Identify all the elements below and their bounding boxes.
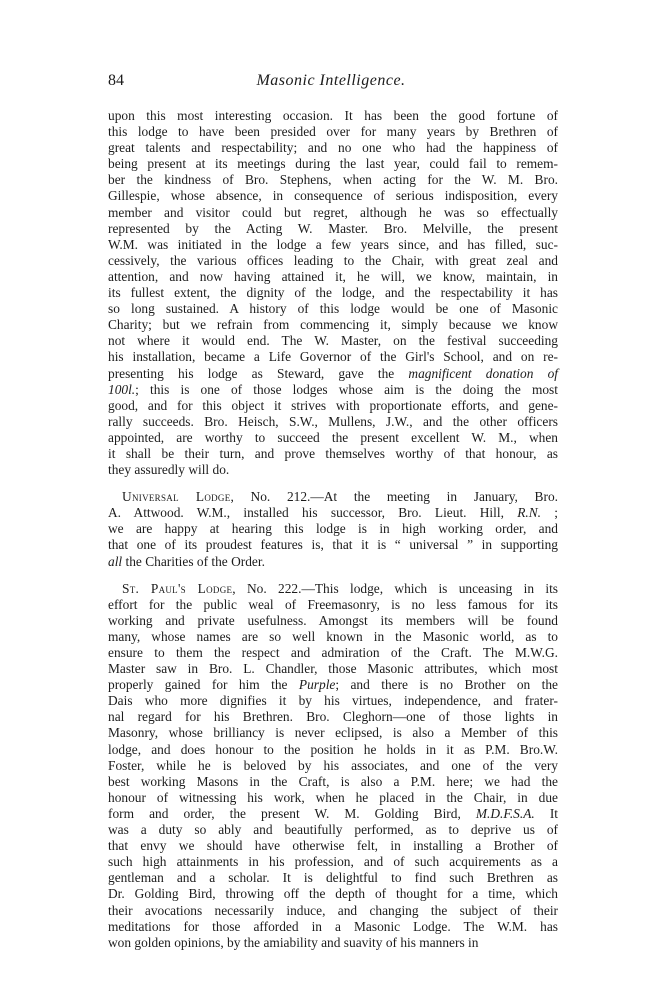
text-line <box>108 661 558 677</box>
text-line <box>108 414 558 430</box>
text-line <box>108 462 558 478</box>
text-line <box>108 382 558 398</box>
text-line <box>108 870 558 886</box>
text-run: won golden opinions, by the amiability and suavity of his manners in <box>108 934 479 950</box>
text-line <box>108 349 558 365</box>
text-line <box>108 822 558 838</box>
text-run: meditations for those afforded in a Masonic Lodge. The W.M. has <box>108 918 558 934</box>
text-run: It <box>534 805 558 821</box>
text-run: form and order, the present W. M. Golding Bird, <box>108 805 476 821</box>
text-run: Charity; but we refrain from commencing it, simply because we know <box>108 317 558 333</box>
text-run: their avocations necessarily induce, and changing the subject of their <box>108 902 558 918</box>
text-line <box>108 677 558 693</box>
text-line <box>108 886 558 902</box>
text-line <box>108 269 558 285</box>
text-run: we are happy at hearing this lodge is in high working order, and <box>108 521 558 537</box>
text-run: ber the kindness of Bro. Stephens, when acting for the W. M. Bro. <box>108 172 558 188</box>
text-line <box>108 758 558 774</box>
text-line <box>108 521 558 537</box>
text-run: good, and for this object it strives with proportionate efforts, and gene- <box>108 397 558 413</box>
text-run: lodge, and does honour to the position he holds in it as P.M. Bro.W. <box>108 741 558 757</box>
text-line <box>108 693 558 709</box>
text-run: upon this most interesting occasion. It has been the good fortune of <box>108 108 558 123</box>
text-run: , No. 212.—At the meeting in January, Bro. <box>230 489 558 505</box>
text-line <box>108 172 558 188</box>
text-run: M.D.F.S.A. <box>475 805 535 821</box>
text-line <box>108 774 558 790</box>
text-line <box>108 430 558 446</box>
text-line <box>108 505 558 521</box>
text-run: Foster, while he is beloved by his associates, and one of the very <box>108 757 558 773</box>
text-run: that envy we should have otherwise felt, in installing a Brother of <box>108 838 558 854</box>
text-run: effort for the public weal of Freemasonry, is no less famous for its <box>108 596 558 612</box>
text-run: Dais who more dignifies it by his virtues, independence, and frater- <box>108 693 558 709</box>
text-line <box>108 124 558 140</box>
text-run: it shall be their turn, and prove themselves worthy of that honour, as <box>108 445 558 461</box>
lodge-name: St. Paul's Lodge <box>122 580 233 596</box>
text-run: presenting his lodge as Steward, gave the <box>108 365 409 381</box>
text-run: honour of witnessing his work, when he placed in the Chair, in due <box>108 789 558 805</box>
text-line <box>108 156 558 172</box>
text-run: Master saw in Bro. L. Chandler, those Masonic attributes, which most <box>108 661 558 677</box>
text-line <box>108 366 558 382</box>
text-run: the Charities of the Order. <box>122 553 265 569</box>
text-line <box>108 446 558 462</box>
text-run: attention, and now having attained it, he will, we know, maintain, in <box>108 268 558 284</box>
text-run: all <box>108 553 123 569</box>
text-run: nal regard for his Brethren. Bro. Cleghorn—one of those lights in <box>108 709 558 725</box>
text-run: many, whose names are so well known in the Masonic world, as to <box>108 628 558 644</box>
text-run: its fullest extent, the dignity of the lodge, and the respectability it has <box>108 285 558 301</box>
text-run: A. Attwood. W.M., installed his successor, Bro. Lieut. Hill, <box>108 505 518 521</box>
text-run: great talents and respectability; and no one who had the happiness of <box>108 140 558 156</box>
text-line <box>108 301 558 317</box>
text-line <box>108 806 558 822</box>
text-line <box>108 581 558 597</box>
text-run: working and private usefulness. Amongst its members will be found <box>108 612 558 628</box>
text-line <box>108 790 558 806</box>
text-line <box>108 854 558 870</box>
text-line <box>108 645 558 661</box>
text-run: Masonry, whose brilliancy is never eclipsed, is also a Member of this <box>108 725 558 741</box>
text-line <box>108 629 558 645</box>
text-run: rally succeeds. Bro. Heisch, S.W., Mullens, J.W., and the other officers <box>108 413 558 429</box>
text-line <box>108 188 558 204</box>
text-run: properly gained for him the <box>108 677 299 693</box>
running-title: Masonic Intelligence. <box>256 72 406 89</box>
page-number: 84 <box>108 72 124 89</box>
paragraph-p3 <box>108 581 558 951</box>
text-line <box>108 919 558 935</box>
text-line <box>108 108 558 124</box>
text-run: appointed, are worthy to succeed the present excellent W. M., when <box>108 429 558 445</box>
text-run: ensure to them the respect and admiration of the Craft. The M.W.G. <box>108 645 558 660</box>
text-run: Purple <box>298 677 336 693</box>
text-run: Gillespie, whose absence, in consequence of serious indisposition, every <box>108 188 558 204</box>
text-run: member and visitor could but regret, although he was so effectually <box>108 204 558 220</box>
text-run: this lodge to have been presided over for many years by Brethren of <box>108 124 558 140</box>
text-run: such high attainments in his profession, and of such acquirements as a <box>108 854 558 870</box>
text-run: his installation, became a Life Governor of the Girl's School, and on re- <box>108 349 558 365</box>
text-run: cessively, the various offices leading to the Chair, with great zeal and <box>108 252 558 268</box>
text-line <box>108 613 558 629</box>
text-line <box>108 333 558 349</box>
text-line <box>108 140 558 156</box>
text-run: ; <box>541 505 558 521</box>
text-run: W.M. was initiated in the lodge a few years since, and has filled, suc- <box>108 236 558 252</box>
text-run: best working Masons in the Craft, is also a P.M. here; we had the <box>108 773 558 789</box>
text-run: R.N. <box>517 505 542 521</box>
text-line <box>108 537 558 553</box>
text-run: ; this is one of those lodges whose aim is the doing the most <box>135 381 558 397</box>
text-run: not where it would end. The W. Master, on the festival succeeding <box>108 333 558 349</box>
text-line <box>108 398 558 414</box>
text-run: being present at its meetings during the last year, could fail to remem- <box>108 156 558 172</box>
body-text <box>108 108 558 951</box>
text-line <box>108 554 558 570</box>
text-line <box>108 709 558 725</box>
text-run: gentleman and a scholar. It is delightful to find such Brethren as <box>108 870 558 886</box>
text-line <box>108 935 558 951</box>
text-run: Dr. Golding Bird, throwing off the depth of thought for a time, which <box>108 886 558 902</box>
text-run: represented by the Acting W. Master. Bro. Melville, the present <box>108 220 558 236</box>
paragraph-p1 <box>108 108 558 478</box>
text-run: was a duty so ably and beautifully performed, as to deprive us of <box>108 822 558 838</box>
lodge-name: Universal Lodge <box>122 489 231 505</box>
text-run: ; and there is no Brother on the <box>335 677 558 693</box>
text-line <box>108 285 558 301</box>
text-line <box>108 237 558 253</box>
text-run: they assuredly will do. <box>108 462 230 478</box>
text-run: , No. 222.—This lodge, which is unceasing in its <box>232 580 558 596</box>
text-run: 100l. <box>108 381 136 397</box>
text-line <box>108 253 558 269</box>
text-line <box>108 221 558 237</box>
text-line <box>108 489 558 505</box>
text-run: so long sustained. A history of this lodge would be one of Masonic <box>108 301 558 317</box>
text-line <box>108 205 558 221</box>
running-head <box>108 72 554 96</box>
text-line <box>108 903 558 919</box>
text-line <box>108 597 558 613</box>
paragraph-p2 <box>108 489 558 569</box>
text-run: that one of its proudest features is, that it is “ universal ” in supporting <box>108 537 558 553</box>
text-line <box>108 317 558 333</box>
text-line <box>108 725 558 741</box>
text-run: magnificent donation of <box>408 365 559 381</box>
text-line <box>108 838 558 854</box>
text-line <box>108 742 558 758</box>
